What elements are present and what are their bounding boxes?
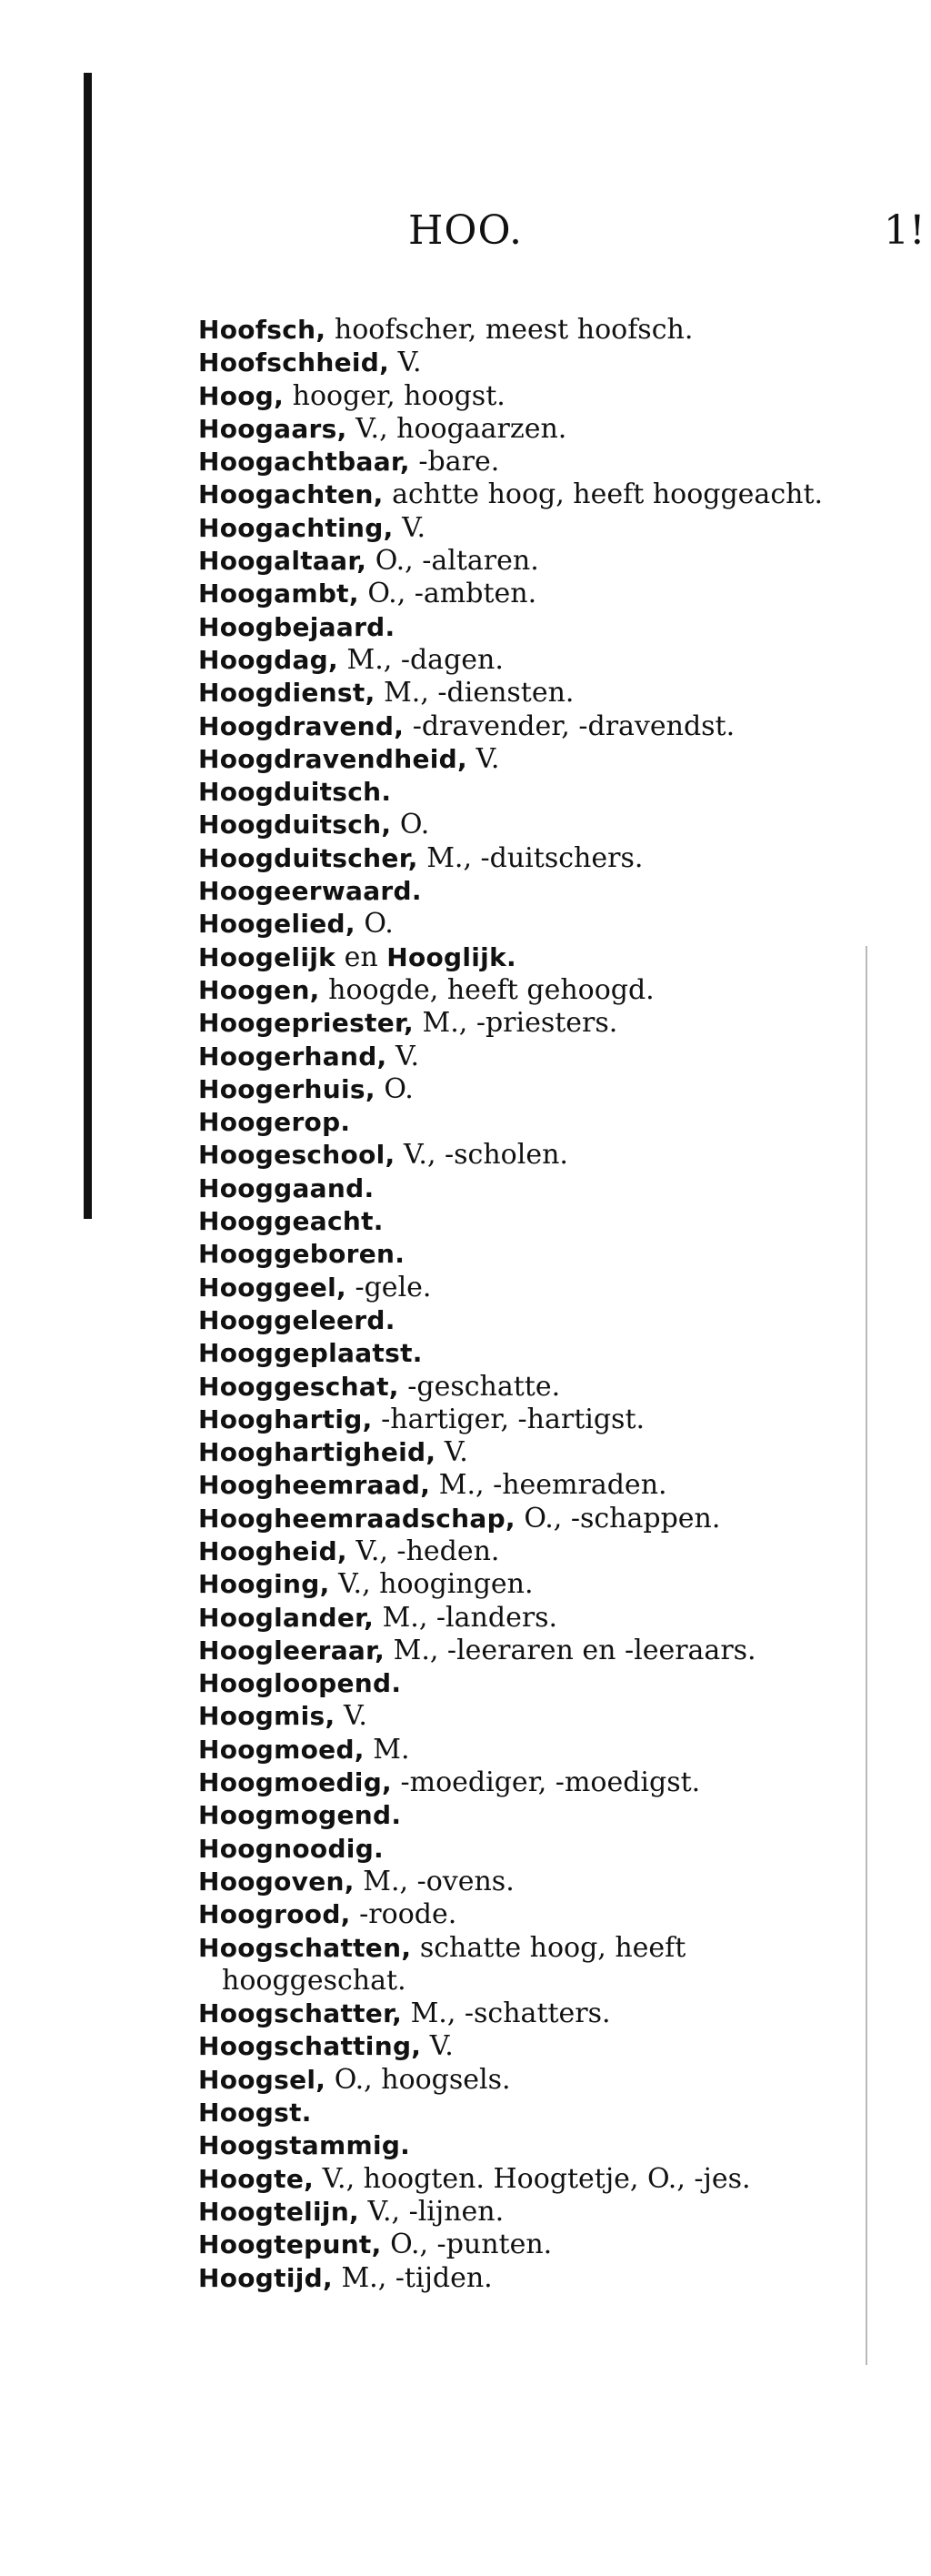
dictionary-entry [198, 1007, 853, 1040]
entry-headword: Hoogst. [198, 2098, 312, 2128]
entry-headword: Hoogtelijn, [198, 2196, 359, 2227]
entry-headword: Hoogstammig. [198, 2130, 411, 2161]
entry-headword: Hoogtepunt, [198, 2229, 382, 2260]
dictionary-entry [198, 2030, 853, 2063]
entry-headword: Hoogrood, [198, 1899, 351, 1930]
dictionary-entry [198, 1172, 853, 1205]
dictionary-entry [198, 1139, 853, 1172]
entry-definition: M., -ovens. [363, 1865, 515, 1897]
entry-definition: -gele. [355, 1271, 432, 1303]
entry-headword: Hoofsch, [198, 315, 326, 345]
entry-definition: hoogde, heeft gehoogd. [328, 973, 655, 1006]
dictionary-entry [198, 380, 853, 413]
entry-headword: Hoogdravendheid, [198, 743, 467, 774]
entry-definition: V., hoogten. Hoogtetje, O., -jes. [322, 2162, 751, 2195]
dictionary-entry [198, 2262, 853, 2295]
entry-headword: Hoogdravend, [198, 710, 405, 741]
entry-definition: O., -punten. [390, 2229, 553, 2261]
entry-headword: Hoogambt, [198, 579, 359, 609]
dictionary-entry [198, 446, 853, 478]
entry-definition: V. [444, 1436, 468, 1469]
dictionary-entry [198, 743, 853, 776]
entry-headword: Hoogoven, [198, 1866, 355, 1897]
entry-headword: Hoogdag, [198, 644, 338, 675]
entry-headword: Hoognoodig. [198, 1833, 384, 1864]
entry-headword: Hoogaars, [198, 413, 347, 444]
entry-headword: Hoogachtbaar, [198, 447, 410, 478]
entry-headword: Hoogeschool, [198, 1140, 395, 1171]
entry-definition: V. [402, 511, 426, 544]
entry-definition: M., -duitschers. [426, 841, 644, 874]
dictionary-entry [198, 1734, 853, 1766]
entry-headword: Hoogsel, [198, 2064, 326, 2095]
entry-definition: V., -lijnen. [367, 2195, 505, 2228]
entry-headword: Hoogduitsch, [198, 810, 392, 840]
entry-headword: Hoogduitsch. [198, 777, 392, 808]
entry-definition: achtte hoog, heeft hooggeacht. [392, 478, 824, 511]
dictionary-entry [198, 578, 853, 610]
entry-definition: -roode. [359, 1898, 457, 1931]
entry-headword: Hoogepriester, [198, 1008, 414, 1039]
entry-headword: Hoogeerwaard. [198, 876, 422, 907]
entry-definition: M. [373, 1733, 410, 1766]
dictionary-entry [198, 1469, 853, 1502]
entry-definition: -moediger, -moedigst. [400, 1766, 701, 1799]
entry-headword: Hooggeel, [198, 1272, 346, 1303]
entry-headword: Hoogschatting, [198, 2031, 422, 2062]
entry-definition: V. [343, 1700, 367, 1733]
entry-definition: O., -altaren. [375, 545, 539, 578]
entry-definition: -dravender, -dravendst. [412, 709, 736, 742]
dictionary-entry [198, 842, 853, 875]
dictionary-entry [198, 1833, 853, 1866]
dictionary-entry [198, 1041, 853, 1073]
entry-headword: Hoogachten, [198, 479, 384, 510]
dictionary-entry [198, 710, 853, 743]
dictionary-entry [198, 776, 853, 809]
entry-definition: O., -ambten. [367, 578, 537, 610]
entry-definition: V., hoogaarzen. [355, 412, 567, 445]
entry-definition: en [344, 941, 378, 973]
dictionary-entry [198, 1568, 853, 1601]
entry-headword: Hoogelied, [198, 909, 355, 940]
entry-definition: V. [429, 2030, 454, 2063]
entry-headword: Hoogelijk [198, 941, 336, 972]
dictionary-entry [198, 1436, 853, 1469]
entry-definition: schatte hoog, heeft hooggeschat. [222, 1931, 686, 1997]
dictionary-entry [198, 1337, 853, 1370]
dictionary-entry [198, 1799, 853, 1832]
dictionary-entry [198, 478, 853, 511]
dictionary-entry [198, 1766, 853, 1799]
dictionary-entry [198, 1667, 853, 1700]
entry-headword: Hooggaand. [198, 1172, 375, 1203]
entry-definition: M., -dagen. [346, 643, 504, 676]
dictionary-entry [198, 2064, 853, 2097]
dictionary-entry [198, 1106, 853, 1139]
margin-rule [866, 946, 867, 2365]
dictionary-entry [198, 1503, 853, 1535]
entry-headword: Hoog, [198, 380, 285, 411]
entry-definition: V., hoogingen. [338, 1568, 534, 1601]
dictionary-entry [198, 677, 853, 709]
entry-headword: Hoogdienst, [198, 678, 375, 709]
entry-headword: Hoogerhuis, [198, 1073, 375, 1104]
entry-headword: Hooghartigheid, [198, 1437, 436, 1468]
entry-definition: M., -tijden. [341, 2261, 493, 2294]
dictionary-entry [198, 2229, 853, 2261]
entry-definition: hooger, hoogst. [292, 379, 506, 412]
entry-headword: Hoogmoed, [198, 1734, 365, 1765]
entry-headword: Hoogerhand, [198, 1041, 387, 1072]
entry-definition: -bare. [418, 446, 500, 478]
dictionary-entry [198, 941, 853, 974]
dictionary-entry [198, 1898, 853, 1931]
entry-headword: Hoogheid, [198, 1535, 347, 1566]
dictionary-entry [198, 1205, 853, 1238]
dictionary-entry [198, 1371, 853, 1404]
entry-headword: Hoogaltaar, [198, 546, 367, 577]
entry-definition: O. [384, 1072, 414, 1105]
entry-headword: Hoogloopend. [198, 1668, 402, 1699]
entry-headword: Hoogschatten, [198, 1932, 412, 1963]
dictionary-entry [198, 1272, 853, 1304]
entry-headword: Hoogachting, [198, 512, 394, 543]
entry-headword: Hoogduitscher, [198, 842, 418, 873]
dictionary-entry [198, 1404, 853, 1436]
dictionary-entry [198, 875, 853, 908]
entry-headword: Hoofschheid, [198, 347, 390, 378]
entry-headword: Hoogte, [198, 2163, 315, 2194]
dictionary-entry [198, 644, 853, 677]
entry-headword: Hooggeleerd. [198, 1304, 395, 1335]
dictionary-entry [198, 512, 853, 545]
dictionary-entry [198, 2097, 853, 2129]
entry-headword: Hooggeplaatst. [198, 1338, 423, 1369]
entry-headword: Hoogmogend. [198, 1800, 402, 1831]
dictionary-entry [198, 1700, 853, 1733]
entry-headword-variant: Hooglijk. [386, 941, 516, 972]
entry-definition: -hartiger, -hartigst. [381, 1403, 646, 1435]
entry-definition: M., -diensten. [384, 677, 575, 709]
entry-headword: Hoogheemraad, [198, 1470, 431, 1501]
entry-headword: Hooggeschat, [198, 1371, 399, 1402]
entry-definition: V. [395, 1040, 420, 1072]
entry-definition: M., -schatters. [410, 1997, 611, 2030]
entry-headword: Hooggeboren. [198, 1239, 405, 1270]
entry-definition: M., -leeraren en -leeraars. [393, 1634, 756, 1666]
entry-headword: Hoogmis, [198, 1701, 335, 1732]
entry-definition: V. [476, 742, 500, 775]
dictionary-entry [198, 1635, 853, 1667]
dictionary-entry [198, 809, 853, 841]
dictionary-entry [198, 1866, 853, 1898]
dictionary-entry [198, 974, 853, 1007]
entry-definition: O. [364, 908, 394, 941]
dictionary-entry [198, 545, 853, 578]
dictionary-entry [198, 908, 853, 941]
dictionary-entry [198, 1304, 853, 1337]
entry-headword: Hoogleeraar, [198, 1635, 385, 1665]
entry-definition: M., -priesters. [422, 1007, 618, 1040]
entry-headword: Hoogmoedig, [198, 1767, 392, 1798]
dictionary-entry [198, 2129, 853, 2162]
page-number: 1! [884, 207, 926, 254]
page-header [0, 207, 931, 262]
entry-definition: M., -heemraden. [438, 1469, 667, 1502]
entry-headword: Hooghartig, [198, 1404, 373, 1434]
dictionary-entry [198, 1932, 853, 1998]
dictionary-entry [198, 611, 853, 644]
entry-headword: Hoogtijd, [198, 2262, 333, 2293]
entry-headword: Hoogschatter, [198, 1998, 403, 2029]
dictionary-entry [198, 1535, 853, 1568]
entry-headword: Hoogheemraadschap, [198, 1503, 516, 1534]
dictionary-entry [198, 1997, 853, 2030]
dictionary-entry [198, 1238, 853, 1271]
entry-definition: -geschatte. [407, 1370, 561, 1403]
entry-definition: hoofscher, meest hoofsch. [334, 314, 694, 346]
dictionary-entry [198, 1073, 853, 1106]
entry-definition: M., -landers. [382, 1601, 558, 1634]
entry-definition: O., hoogsels. [334, 2063, 511, 2096]
dictionary-entry [198, 413, 853, 446]
entry-definition: V., -scholen. [404, 1139, 568, 1172]
dictionary-entry [198, 314, 853, 347]
entry-list [198, 314, 853, 2295]
entry-headword: Hooging, [198, 1569, 330, 1600]
entry-headword: Hoogen, [198, 974, 320, 1005]
entry-definition: V., -heden. [355, 1535, 500, 1567]
entry-definition: O., -schappen. [524, 1502, 721, 1535]
entry-headword: Hoogbejaard. [198, 611, 395, 642]
entry-headword: Hooggeacht. [198, 1206, 384, 1237]
dictionary-entry [198, 1602, 853, 1635]
entry-definition: V. [397, 347, 422, 379]
entry-definition: O. [399, 809, 430, 841]
entry-headword: Hoogerop. [198, 1107, 351, 1138]
running-head: HOO. [408, 207, 523, 254]
dictionary-entry [198, 2163, 853, 2196]
dictionary-entry [198, 2196, 853, 2229]
dictionary-entry [198, 347, 853, 379]
entry-headword: Hooglander, [198, 1602, 375, 1633]
